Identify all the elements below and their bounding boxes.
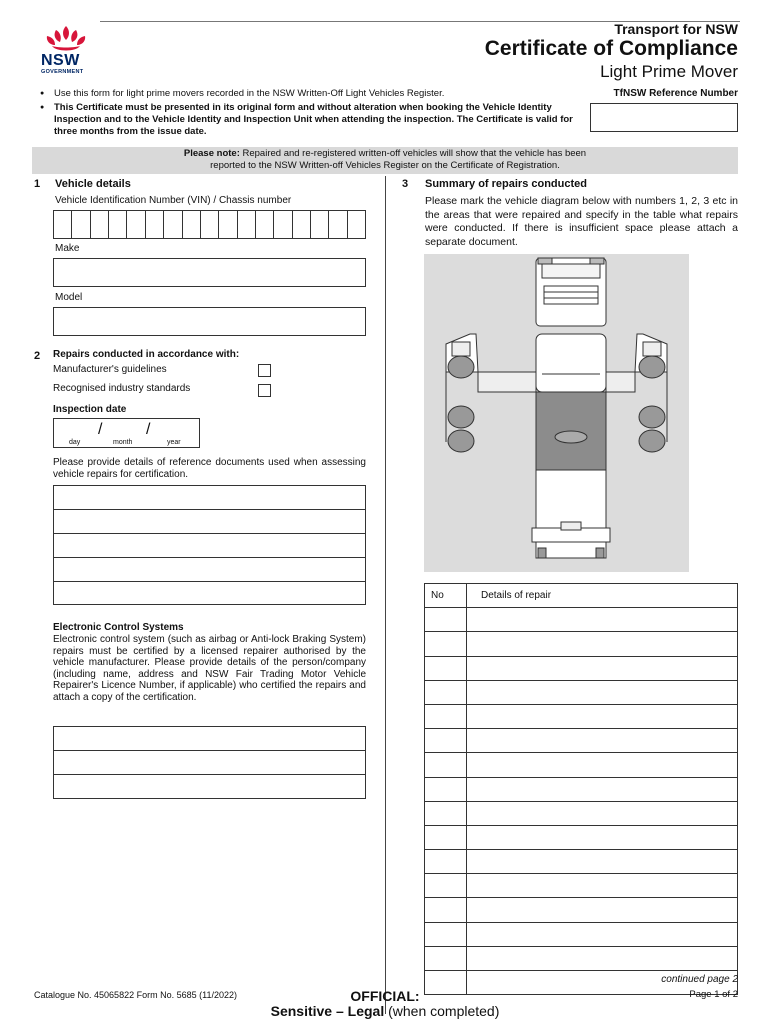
table-row (425, 850, 738, 874)
table-header-details: Details of repair (467, 584, 738, 608)
manufacturer-guidelines-checkbox[interactable] (258, 364, 271, 377)
repair-no-cell[interactable] (425, 608, 467, 632)
repair-details-cell[interactable] (467, 608, 738, 632)
logo-subtext: GOVERNMENT (41, 69, 84, 75)
repair-no-cell[interactable] (425, 632, 467, 656)
sensitive-label: Sensitive – Legal (270, 1003, 385, 1019)
repair-no-cell[interactable] (425, 874, 467, 898)
classification-sensitive (0, 1003, 770, 1019)
section-1-number: 1 (34, 178, 41, 190)
table-header-no: No (425, 584, 467, 608)
table-row (425, 874, 738, 898)
date-year-label: year (167, 439, 181, 446)
repair-no-cell[interactable] (425, 898, 467, 922)
repair-details-cell[interactable] (467, 656, 738, 680)
vin-input[interactable] (53, 210, 366, 239)
note-label: Please note: (183, 148, 240, 159)
repair-no-cell[interactable] (425, 850, 467, 874)
vehicle-diagram[interactable] (424, 254, 689, 572)
section-2-title: Repairs conducted in accordance with: (53, 349, 240, 360)
repair-no-cell[interactable] (425, 704, 467, 728)
form-title: Certificate of Compliance (484, 37, 738, 60)
table-row (425, 704, 738, 728)
section-3-number: 3 (402, 178, 409, 190)
repair-details-cell[interactable] (467, 898, 738, 922)
repair-no-cell[interactable] (425, 825, 467, 849)
page-number: Page 1 of 2 (689, 989, 738, 1000)
reference-number-field[interactable] (590, 103, 738, 132)
repair-details-cell[interactable] (467, 777, 738, 801)
continued-note: continued page 2 (661, 974, 738, 985)
reference-docs-field[interactable] (53, 485, 366, 605)
section-1-title: Vehicle details (55, 178, 131, 190)
ecs-title: Electronic Control Systems (53, 622, 184, 633)
please-note-banner (32, 147, 738, 174)
intro-bullet-2: ● This Certificate must be presented in its original form and without alteration when booking the Vehicle Identity Inspection and to the Vehicle Identity and Inspection Unit when attending the inspection. The Certificate is valid for three months from the issue date. (38, 102, 586, 138)
repair-no-cell[interactable] (425, 922, 467, 946)
table-row (425, 801, 738, 825)
repair-details-cell[interactable] (467, 825, 738, 849)
repair-details-cell[interactable] (467, 874, 738, 898)
form-subtitle: Light Prime Mover (600, 62, 738, 81)
table-row (425, 825, 738, 849)
table-row (425, 922, 738, 946)
option-manufacturer-label: Manufacturer's guidelines (53, 364, 167, 375)
table-row (425, 777, 738, 801)
date-day-label: day (69, 439, 81, 446)
intro-bullets (38, 88, 586, 140)
repair-details-cell[interactable] (467, 850, 738, 874)
section-2-number: 2 (34, 350, 41, 362)
sensitive-suffix: (when completed) (384, 1003, 500, 1019)
repair-no-cell[interactable] (425, 753, 467, 777)
repair-no-cell[interactable] (425, 777, 467, 801)
reference-docs-text: Please provide details of reference documents used when assessing vehicle repairs for certification. (53, 457, 366, 480)
repair-details-cell[interactable] (467, 632, 738, 656)
note-line-2: reported to the NSW Written-off Vehicles Register on the Certificate of Registration. (210, 160, 560, 171)
repair-details-cell[interactable] (467, 801, 738, 825)
repair-details-cell[interactable] (467, 946, 738, 970)
repair-details-cell[interactable] (467, 922, 738, 946)
table-row (425, 753, 738, 777)
date-month-label: month (113, 439, 133, 446)
waratah-logo-icon (38, 24, 94, 54)
repair-details-cell[interactable] (467, 753, 738, 777)
vin-label: Vehicle Identification Number (VIN) / Chassis number (55, 195, 292, 206)
table-row (425, 656, 738, 680)
repair-details-cell[interactable] (467, 729, 738, 753)
repair-details-cell[interactable] (467, 704, 738, 728)
make-label: Make (55, 243, 80, 254)
model-field[interactable] (53, 307, 366, 336)
industry-standards-checkbox[interactable] (258, 384, 271, 397)
catalogue-number: Catalogue No. 45065822 Form No. 5685 (11/2022) (34, 990, 237, 1000)
section-3-title: Summary of repairs conducted (425, 178, 587, 190)
ecs-details-field[interactable] (53, 726, 366, 799)
table-row (425, 632, 738, 656)
repairs-table-header (425, 584, 738, 608)
repair-no-cell[interactable] (425, 729, 467, 753)
inspection-date-label: Inspection date (53, 404, 127, 415)
make-field[interactable] (53, 258, 366, 287)
date-separator-2: / (146, 421, 151, 438)
reference-number-label: TfNSW Reference Number (613, 88, 738, 99)
model-label: Model (55, 292, 83, 303)
table-row (425, 680, 738, 704)
classification-official: OFFICIAL: (350, 988, 420, 1004)
repair-details-cell[interactable] (467, 680, 738, 704)
repairs-table (424, 583, 738, 995)
date-separator-1: / (98, 421, 103, 438)
repair-no-cell[interactable] (425, 680, 467, 704)
column-divider (385, 176, 386, 1014)
repair-no-cell[interactable] (425, 946, 467, 970)
intro-bullet-1: ● Use this form for light prime movers recorded in the NSW Written-Off Light Vehicles Register. (38, 88, 586, 100)
section-3-instructions: Please mark the vehicle diagram below with numbers 1, 2, 3 etc in the areas that were repaired and specify in the table what repairs were conducted. If there is insufficient space please attach a separate document. (425, 195, 738, 248)
table-row (425, 608, 738, 632)
logo-wordmark: NSW (41, 52, 80, 69)
table-row (425, 898, 738, 922)
ecs-text: Electronic control system (such as airbag or Anti-lock Braking System) repairs must be certified by a licensed repairer authorised by the vehicle manufacturer. Please provide details of the person/company (including name, address and NSW Fair Trading Motor Vehicle Repairer's Licence Number, if applicable) who certified the repairs and attach a copy of the certification. (53, 634, 366, 703)
table-row (425, 946, 738, 970)
agency-name: Transport for NSW (614, 21, 738, 37)
repair-no-cell[interactable] (425, 656, 467, 680)
repair-no-cell[interactable] (425, 801, 467, 825)
note-line-1: Repaired and re-registered written-off vehicles will show that the vehicle has been (242, 148, 587, 159)
table-row (425, 729, 738, 753)
option-industry-label: Recognised industry standards (53, 383, 191, 394)
